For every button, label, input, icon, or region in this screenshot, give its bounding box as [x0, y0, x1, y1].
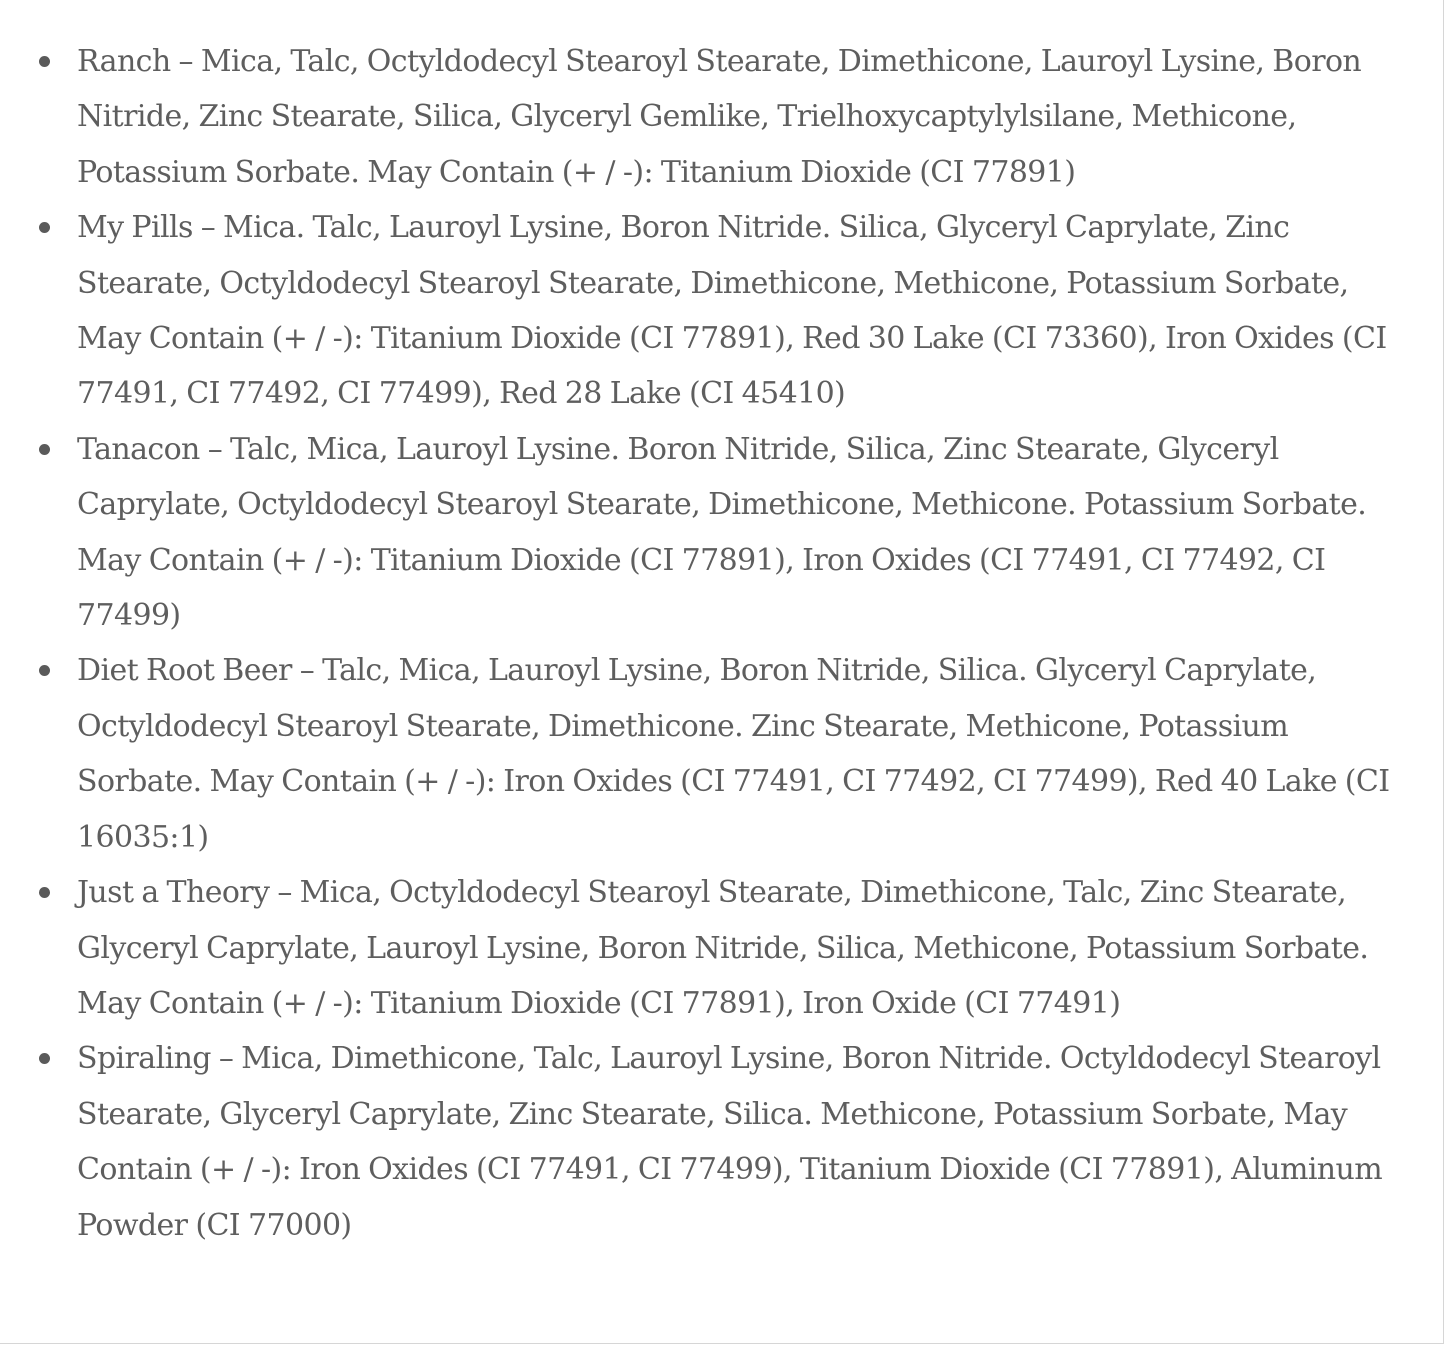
list-item-text: Just a Theory – Mica, Octyldodecyl Stearoyl Stearate, Dimethicone, Talc, Zinc Stearate, Glyceryl Caprylate, Lauroyl Lysine, Boron Nitride, Silica, Methicone, Potassium Sorbate. May Contain (+ / -): Titanium Dioxide (CI 77891), Iron Oxide (CI 77491): [77, 875, 1369, 1021]
list-item-text: My Pills – Mica. Talc, Lauroyl Lysine, Boron Nitride. Silica, Glyceryl Caprylate, Zinc Stearate, Octyldodecyl Stearoyl Stearate, Dimethicone, Methicone, Potassium Sorbate, May Contain (+ / -): Titanium Dioxide (CI 77891), Red 30 Lake (CI 73360), Iron Oxides (CI 77491, CI 77492, CI 77499), Red 28 Lake (CI 45410): [77, 210, 1387, 412]
list-item-just-a-theory: [77, 865, 1417, 1031]
list-item-ranch: [77, 34, 1417, 200]
ingredient-list: [77, 34, 1417, 1253]
list-item-tanacon: [77, 422, 1417, 644]
list-item-text: Ranch – Mica, Talc, Octyldodecyl Stearoyl Stearate, Dimethicone, Lauroyl Lysine, Boron Nitride, Zinc Stearate, Silica, Glyceryl Gemlike, Trielhoxycaptylylsilane, Methicone, Potassium Sorbate. May Contain (+ / -): Titanium Dioxide (CI 77891): [77, 44, 1362, 190]
list-item-text: Diet Root Beer – Talc, Mica, Lauroyl Lysine, Boron Nitride, Silica. Glyceryl Caprylate, Octyldodecyl Stearoyl Stearate, Dimethicone. Zinc Stearate, Methicone, Potassium Sorbate. May Contain (+ / -): Iron Oxides (CI 77491, CI 77492, CI 77499), Red 40 Lake (CI 16035:1): [77, 653, 1390, 855]
bullet-icon: [39, 444, 50, 455]
list-item-my-pills: [77, 200, 1417, 422]
bullet-icon: [39, 56, 50, 67]
list-item-diet-root-beer: [77, 643, 1417, 865]
list-item-text: Spiraling – Mica, Dimethicone, Talc, Lauroyl Lysine, Boron Nitride. Octyldodecyl Stearoyl Stearate, Glyceryl Caprylate, Zinc Stearate, Silica. Methicone, Potassium Sorbate, May Contain (+ / -): Iron Oxides (CI 77491, CI 77499), Titanium Dioxide (CI 77891), Aluminum Powder (CI 77000): [77, 1041, 1383, 1243]
list-item-text: Tanacon – Talc, Mica, Lauroyl Lysine. Boron Nitride, Silica, Zinc Stearate, Glyceryl Caprylate, Octyldodecyl Stearoyl Stearate, Dimethicone, Methicone. Potassium Sorbate. May Contain (+ / -): Titanium Dioxide (CI 77891), Iron Oxides (CI 77491, CI 77492, CI 77499): [77, 431, 1367, 634]
list-item-spiraling: [77, 1031, 1417, 1253]
